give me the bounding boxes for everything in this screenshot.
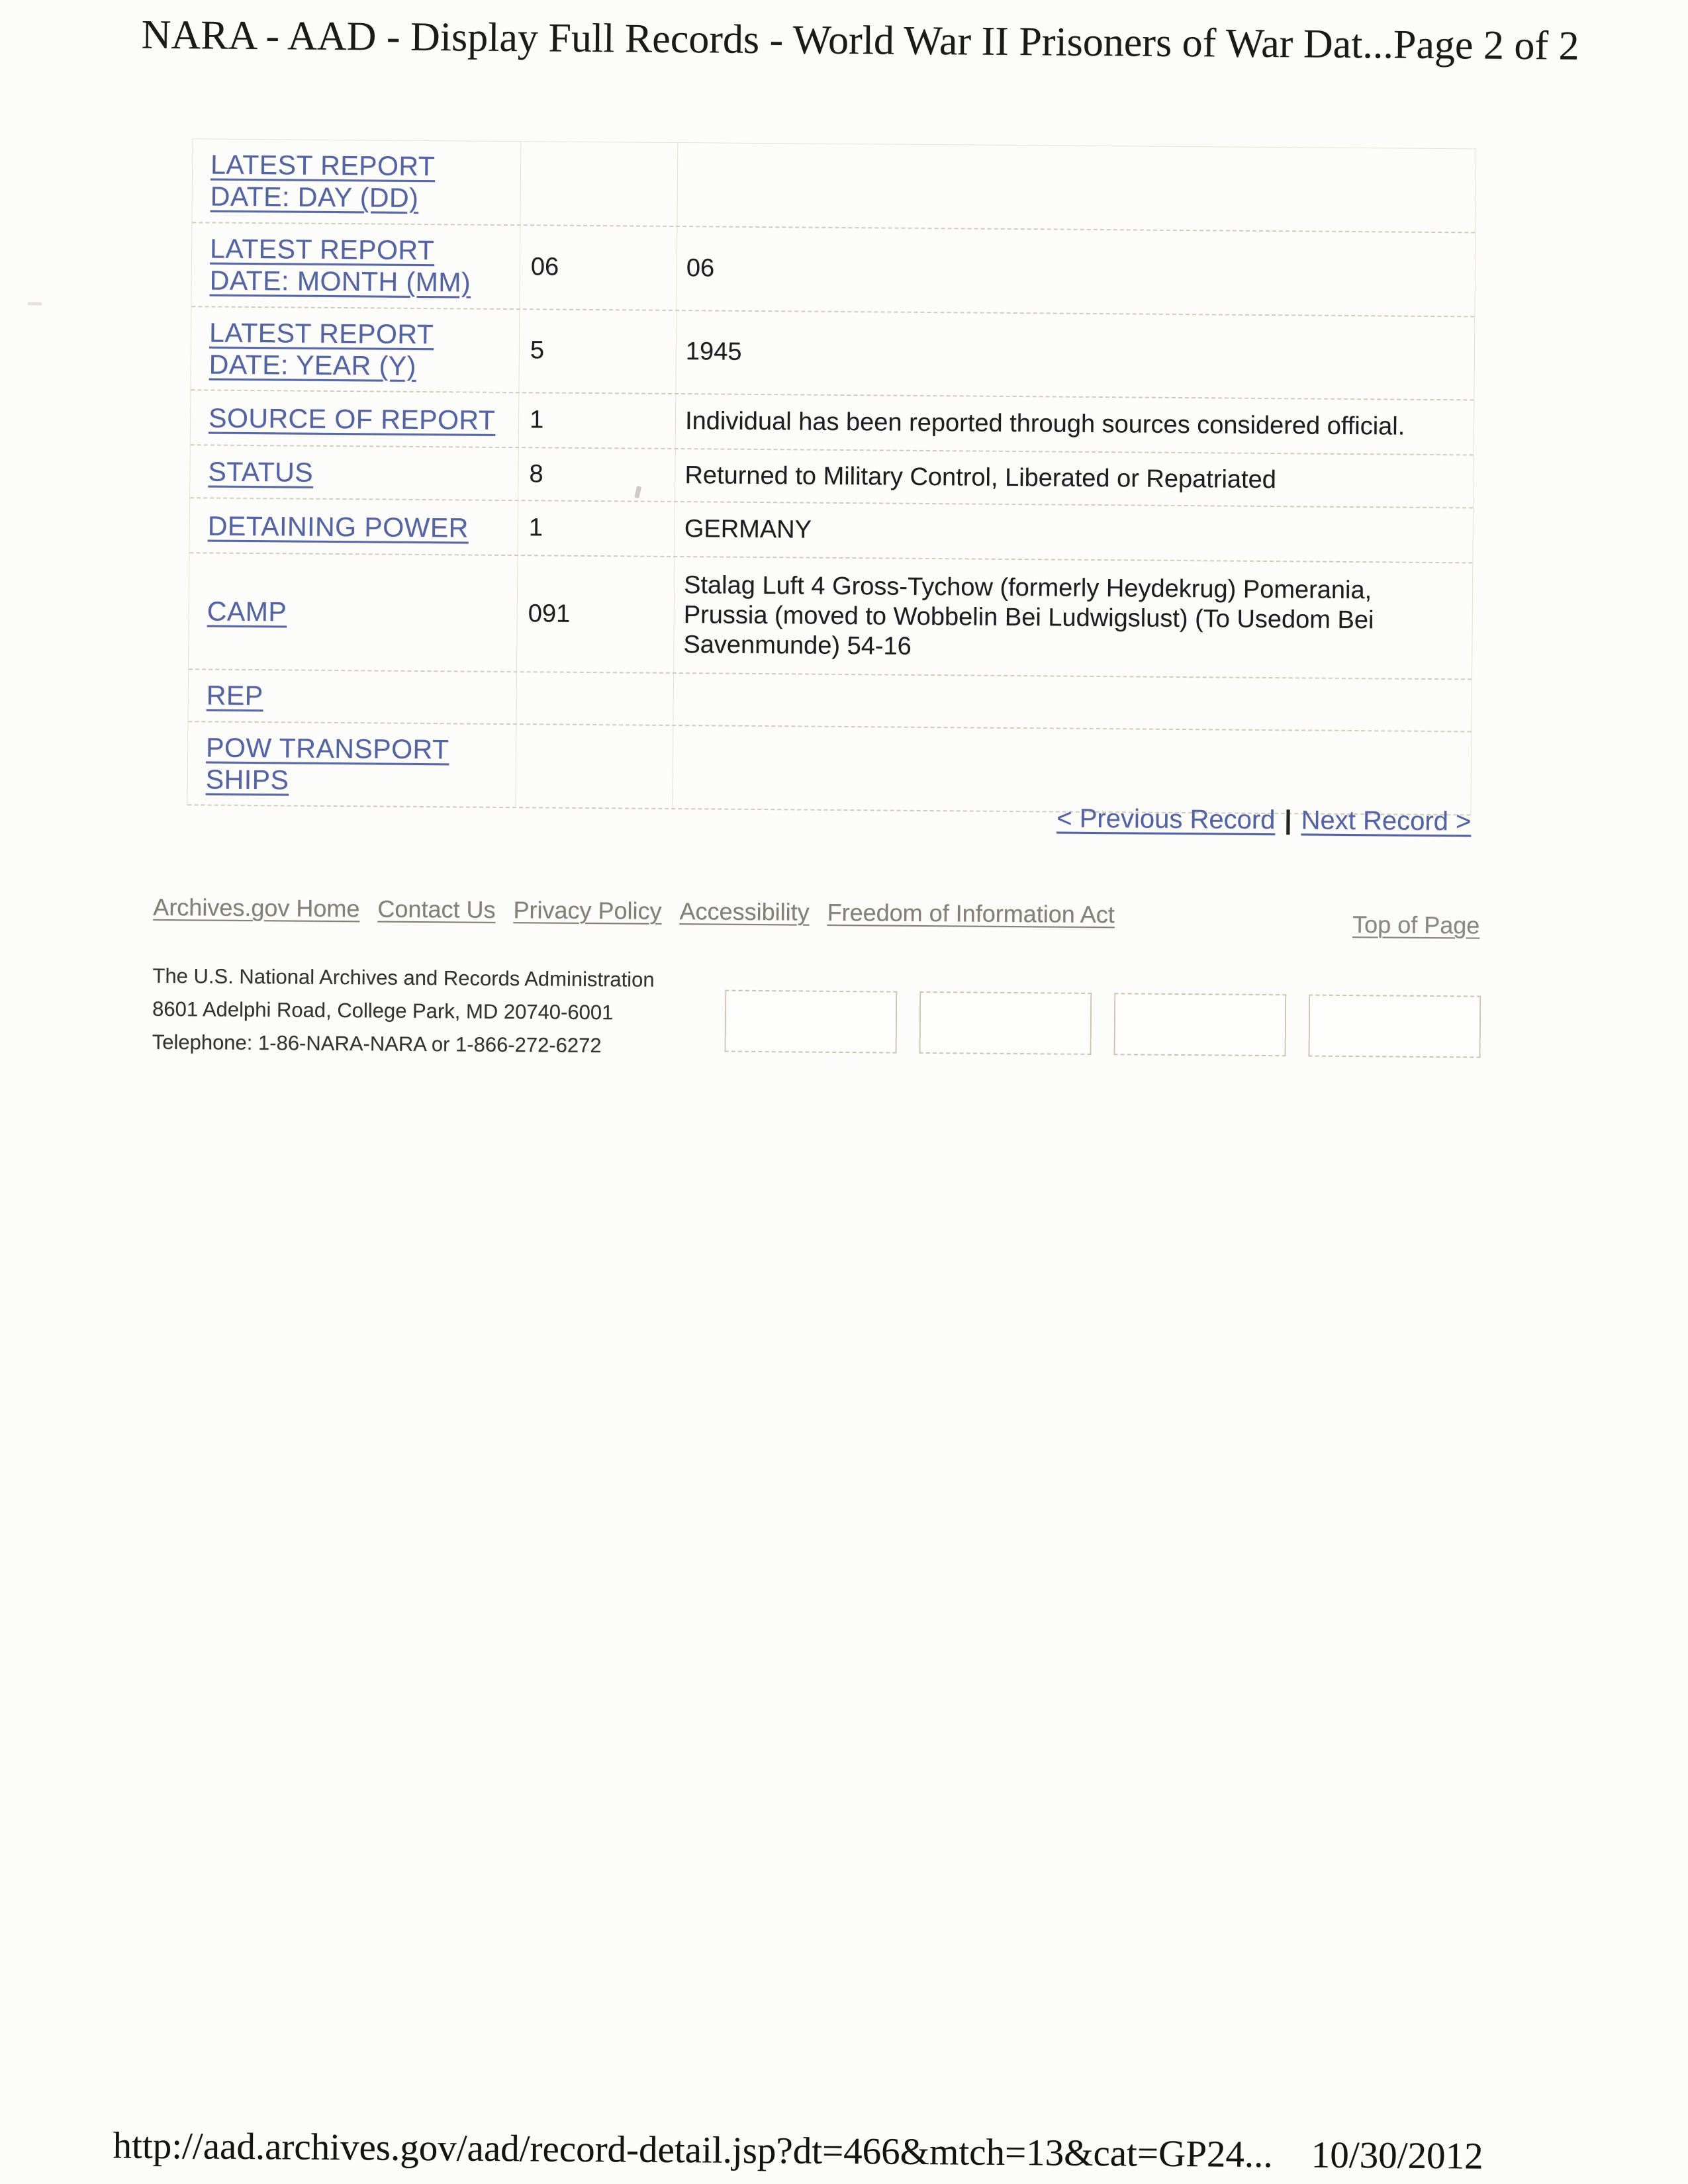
field-meaning: Stalag Luft 4 Gross-Tychow (formerly Heydekrug) Pomerania, Prussia (moved to Wobbelin Bei Ludwigslust) (To Usedom Bei Savenmunde) 54-16 bbox=[673, 557, 1474, 678]
print-header bbox=[141, 12, 1579, 69]
table-row bbox=[191, 390, 1474, 455]
print-header-title: NARA - AAD - Display Full Records - World War II Prisoners of War Dat... bbox=[141, 12, 1394, 68]
image-placeholder-box bbox=[919, 991, 1092, 1055]
field-code: 06 bbox=[519, 226, 677, 310]
footer-link-accessibility[interactable]: Accessibility bbox=[679, 897, 810, 926]
table-row bbox=[189, 498, 1473, 563]
footer-link-contact-us[interactable]: Contact Us bbox=[377, 895, 496, 923]
field-meaning: Individual has been reported through sources considered official. bbox=[675, 394, 1476, 454]
footer-nav bbox=[153, 893, 1477, 932]
table-row bbox=[191, 223, 1475, 317]
agency-telephone: Telephone: 1-86-NARA-NARA or 1-866-272-6272 bbox=[152, 1030, 602, 1058]
field-code: 8 bbox=[518, 448, 675, 501]
field-label-latest-report-date-month[interactable]: LATEST REPORT DATE: MONTH (MM) bbox=[209, 233, 471, 298]
field-meaning bbox=[673, 674, 1473, 731]
field-label-rep[interactable]: REP bbox=[206, 680, 263, 711]
print-header-page-number: Page 2 of 2 bbox=[1393, 22, 1579, 69]
image-placeholder-box bbox=[1114, 993, 1287, 1056]
image-placeholder-box bbox=[1309, 995, 1481, 1058]
field-label-latest-report-date-year[interactable]: LATEST REPORT DATE: YEAR (Y) bbox=[209, 316, 434, 381]
field-code: 1 bbox=[517, 501, 675, 556]
field-meaning: GERMANY bbox=[674, 502, 1474, 562]
field-label-detaining-power[interactable]: DETAINING POWER bbox=[207, 510, 469, 543]
pagination-separator: | bbox=[1284, 805, 1292, 835]
footer-link-privacy-policy[interactable]: Privacy Policy bbox=[513, 896, 662, 925]
table-row bbox=[191, 307, 1474, 401]
image-placeholder-row bbox=[725, 990, 1481, 1058]
image-placeholder-box bbox=[725, 990, 898, 1054]
table-row bbox=[192, 139, 1476, 233]
agency-street-address: 8601 Adelphi Road, College Park, MD 20740-6001 bbox=[152, 997, 614, 1024]
footer-link-freedom-of-information-act[interactable]: Freedom of Information Act bbox=[827, 898, 1115, 929]
field-label-latest-report-date-day[interactable]: LATEST REPORT DATE: DAY (DD) bbox=[210, 149, 436, 214]
field-code bbox=[516, 672, 673, 724]
field-meaning bbox=[672, 726, 1472, 815]
field-code: 5 bbox=[518, 310, 676, 394]
field-meaning bbox=[677, 143, 1477, 232]
agency-address-block bbox=[152, 960, 654, 1063]
next-record-link[interactable]: Next Record > bbox=[1301, 805, 1472, 837]
top-of-page-link[interactable]: Top of Page bbox=[1352, 911, 1480, 939]
print-footer-url: http://aad.archives.gov/aad/record-detail.jsp?dt=466&mtch=13&cat=GP24... bbox=[113, 2124, 1273, 2176]
footer-link-archives-gov-home[interactable]: Archives.gov Home bbox=[153, 893, 360, 923]
table-row bbox=[188, 670, 1472, 732]
field-label-camp[interactable]: CAMP bbox=[207, 596, 287, 627]
table-row bbox=[190, 445, 1474, 508]
record-detail-table bbox=[187, 138, 1476, 816]
record-pagination bbox=[1056, 804, 1471, 837]
print-footer-date: 10/30/2012 bbox=[1311, 2134, 1483, 2177]
field-meaning: Returned to Military Control, Liberated or Repatriated bbox=[675, 449, 1475, 507]
print-footer bbox=[113, 2124, 1483, 2177]
table-row bbox=[189, 553, 1472, 680]
field-code: 091 bbox=[516, 556, 674, 672]
field-code bbox=[520, 142, 677, 226]
table-row bbox=[187, 722, 1471, 816]
field-code bbox=[515, 725, 673, 809]
previous-record-link[interactable]: < Previous Record bbox=[1056, 803, 1276, 835]
scan-artifact bbox=[27, 302, 42, 305]
field-label-status[interactable]: STATUS bbox=[208, 456, 314, 488]
field-label-pow-transport-ships[interactable]: POW TRANSPORT SHIPS bbox=[205, 732, 449, 796]
field-label-source-of-report[interactable]: SOURCE OF REPORT bbox=[208, 402, 496, 435]
field-meaning: 06 bbox=[676, 227, 1476, 316]
agency-name: The U.S. National Archives and Records Administration bbox=[152, 964, 655, 991]
field-code: 1 bbox=[518, 393, 676, 448]
field-meaning: 1945 bbox=[675, 310, 1476, 399]
